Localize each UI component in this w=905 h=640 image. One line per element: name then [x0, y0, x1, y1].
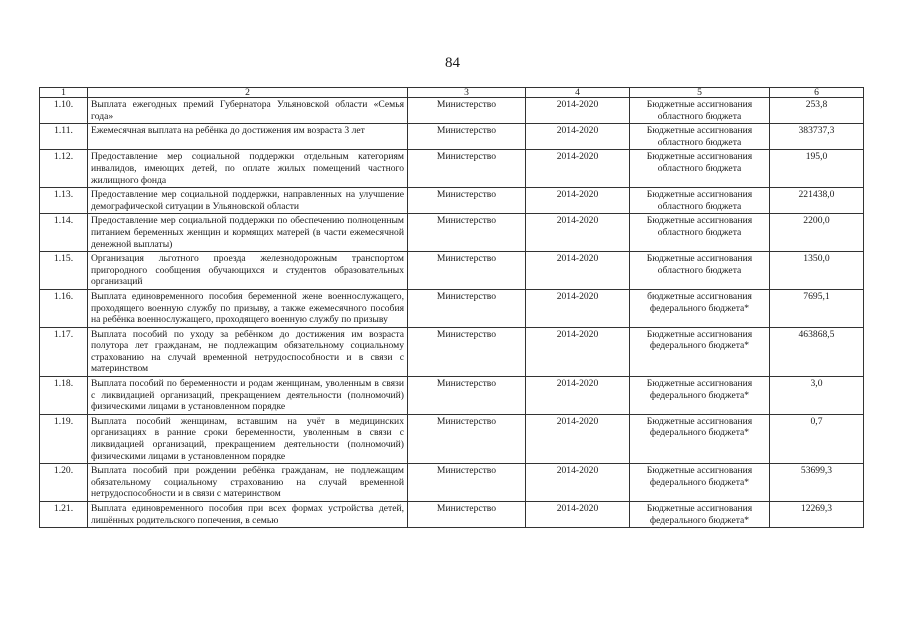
measure-name-cell: Выплата единовременного пособия при всех формах устройства детей, лишённых родительского попечения, в семью [88, 502, 408, 528]
table-row [40, 124, 864, 150]
column-number: 3 [408, 88, 526, 98]
table-row [40, 252, 864, 290]
funding-source-cell: Бюджетные ассигнования областного бюджета [630, 188, 770, 214]
row-number-cell: 1.14. [40, 214, 88, 252]
funding-source-cell: Бюджетные ассигнования федерального бюджета* [630, 464, 770, 502]
measure-name-cell: Организация льготного проезда железнодорожным транспортом пригородного сообщения обучающихся и студентов образовательных организаций [88, 252, 408, 290]
funding-source-cell: Бюджетные ассигнования федерального бюджета* [630, 377, 770, 415]
measure-name-cell: Предоставление мер социальной поддержки, направленных на улучшение демографической ситуации в Ульяновской области [88, 188, 408, 214]
executor-cell: Министерство [408, 188, 526, 214]
funding-source-cell: бюджетные ассигнования федерального бюджета* [630, 289, 770, 327]
executor-cell: Министерство [408, 124, 526, 150]
amount-cell: 7695,1 [770, 289, 864, 327]
measure-name-cell: Ежемесячная выплата на ребёнка до достижения им возраста 3 лет [88, 124, 408, 150]
amount-cell: 12269,3 [770, 502, 864, 528]
measure-name-cell: Выплата пособий женщинам, вставшим на учёт в медицинских организациях в ранние сроки беременности, уволенным в связи с ликвидацией организаций, прекращением деятельности (полномочий) физическими лицами в установленном порядке [88, 414, 408, 463]
row-number-cell: 1.19. [40, 414, 88, 463]
amount-cell: 0,7 [770, 414, 864, 463]
funding-source-cell: Бюджетные ассигнования федерального бюджета* [630, 414, 770, 463]
period-cell: 2014-2020 [526, 464, 630, 502]
funding-source-cell: Бюджетные ассигнования областного бюджета [630, 150, 770, 188]
row-number-cell: 1.20. [40, 464, 88, 502]
measure-name-cell: Предоставление мер социальной поддержки отдельным категориям инвалидов, имеющих детей, по оплате жилых помещений частного жилищного фонда [88, 150, 408, 188]
amount-cell: 1350,0 [770, 252, 864, 290]
funding-source-cell: Бюджетные ассигнования областного бюджета [630, 252, 770, 290]
page-number: 84 [445, 55, 460, 71]
period-cell: 2014-2020 [526, 124, 630, 150]
period-cell: 2014-2020 [526, 252, 630, 290]
period-cell: 2014-2020 [526, 150, 630, 188]
measure-name-cell: Выплата ежегодных премий Губернатора Ульяновской области «Семья года» [88, 98, 408, 124]
executor-cell: Министерство [408, 150, 526, 188]
table-row [40, 502, 864, 528]
period-cell: 2014-2020 [526, 414, 630, 463]
row-number-cell: 1.17. [40, 327, 88, 376]
period-cell: 2014-2020 [526, 214, 630, 252]
column-number: 5 [630, 88, 770, 98]
executor-cell: Министерство [408, 377, 526, 415]
funding-source-cell: Бюджетные ассигнования федерального бюджета* [630, 327, 770, 376]
measure-name-cell: Выплата единовременного пособия беременной жене военнослужащего, проходящего военную службу по призыву, а также ежемесячного пособия на ребёнка военнослужащего, проходящего военную службу по призыву [88, 289, 408, 327]
executor-cell: Министерство [408, 289, 526, 327]
column-number: 6 [770, 88, 864, 98]
executor-cell: Министерство [408, 327, 526, 376]
period-cell: 2014-2020 [526, 377, 630, 415]
period-cell: 2014-2020 [526, 327, 630, 376]
row-number-cell: 1.10. [40, 98, 88, 124]
measure-name-cell: Выплата пособий по беременности и родам женщинам, уволенным в связи с ликвидацией организаций, прекращением деятельности (полномочий) физическими лицами в установленном порядке [88, 377, 408, 415]
row-number-cell: 1.12. [40, 150, 88, 188]
table-row [40, 377, 864, 415]
row-number-cell: 1.21. [40, 502, 88, 528]
amount-cell: 463868,5 [770, 327, 864, 376]
amount-cell: 2200,0 [770, 214, 864, 252]
measure-name-cell: Выплата пособий при рождении ребёнка гражданам, не подлежащим обязательному социальному страхованию на случай временной нетрудоспособности и в связи с материнством [88, 464, 408, 502]
table-body [40, 88, 864, 528]
table-row [40, 214, 864, 252]
executor-cell: Министерство [408, 414, 526, 463]
row-number-cell: 1.18. [40, 377, 88, 415]
table-row [40, 150, 864, 188]
program-measures-table [39, 87, 864, 528]
table-row [40, 464, 864, 502]
amount-cell: 195,0 [770, 150, 864, 188]
amount-cell: 3,0 [770, 377, 864, 415]
measure-name-cell: Предоставление мер социальной поддержки по обеспечению полноценным питанием беременных женщин и кормящих матерей (в части ежемесячной денежной выплаты) [88, 214, 408, 252]
column-number-row [40, 88, 864, 98]
amount-cell: 53699,3 [770, 464, 864, 502]
period-cell: 2014-2020 [526, 502, 630, 528]
executor-cell: Министерство [408, 98, 526, 124]
row-number-cell: 1.13. [40, 188, 88, 214]
period-cell: 2014-2020 [526, 188, 630, 214]
table-row [40, 98, 864, 124]
measure-name-cell: Выплата пособий по уходу за ребёнком до достижения им возраста полутора лет гражданам, не подлежащим обязательному социальному страхованию на случай временной нетрудоспособности и в связи с материнством [88, 327, 408, 376]
executor-cell: Министерство [408, 464, 526, 502]
executor-cell: Министерство [408, 502, 526, 528]
column-number: 1 [40, 88, 88, 98]
amount-cell: 383737,3 [770, 124, 864, 150]
row-number-cell: 1.15. [40, 252, 88, 290]
column-number: 4 [526, 88, 630, 98]
row-number-cell: 1.16. [40, 289, 88, 327]
amount-cell: 253,8 [770, 98, 864, 124]
table-row [40, 414, 864, 463]
amount-cell: 221438,0 [770, 188, 864, 214]
column-number: 2 [88, 88, 408, 98]
funding-source-cell: Бюджетные ассигнования областного бюджета [630, 214, 770, 252]
funding-source-cell: Бюджетные ассигнования областного бюджета [630, 124, 770, 150]
table-row [40, 327, 864, 376]
table-row [40, 188, 864, 214]
executor-cell: Министерство [408, 252, 526, 290]
table-row [40, 289, 864, 327]
period-cell: 2014-2020 [526, 289, 630, 327]
period-cell: 2014-2020 [526, 98, 630, 124]
funding-source-cell: Бюджетные ассигнования федерального бюджета* [630, 502, 770, 528]
row-number-cell: 1.11. [40, 124, 88, 150]
executor-cell: Министерство [408, 214, 526, 252]
funding-source-cell: Бюджетные ассигнования областного бюджета [630, 98, 770, 124]
